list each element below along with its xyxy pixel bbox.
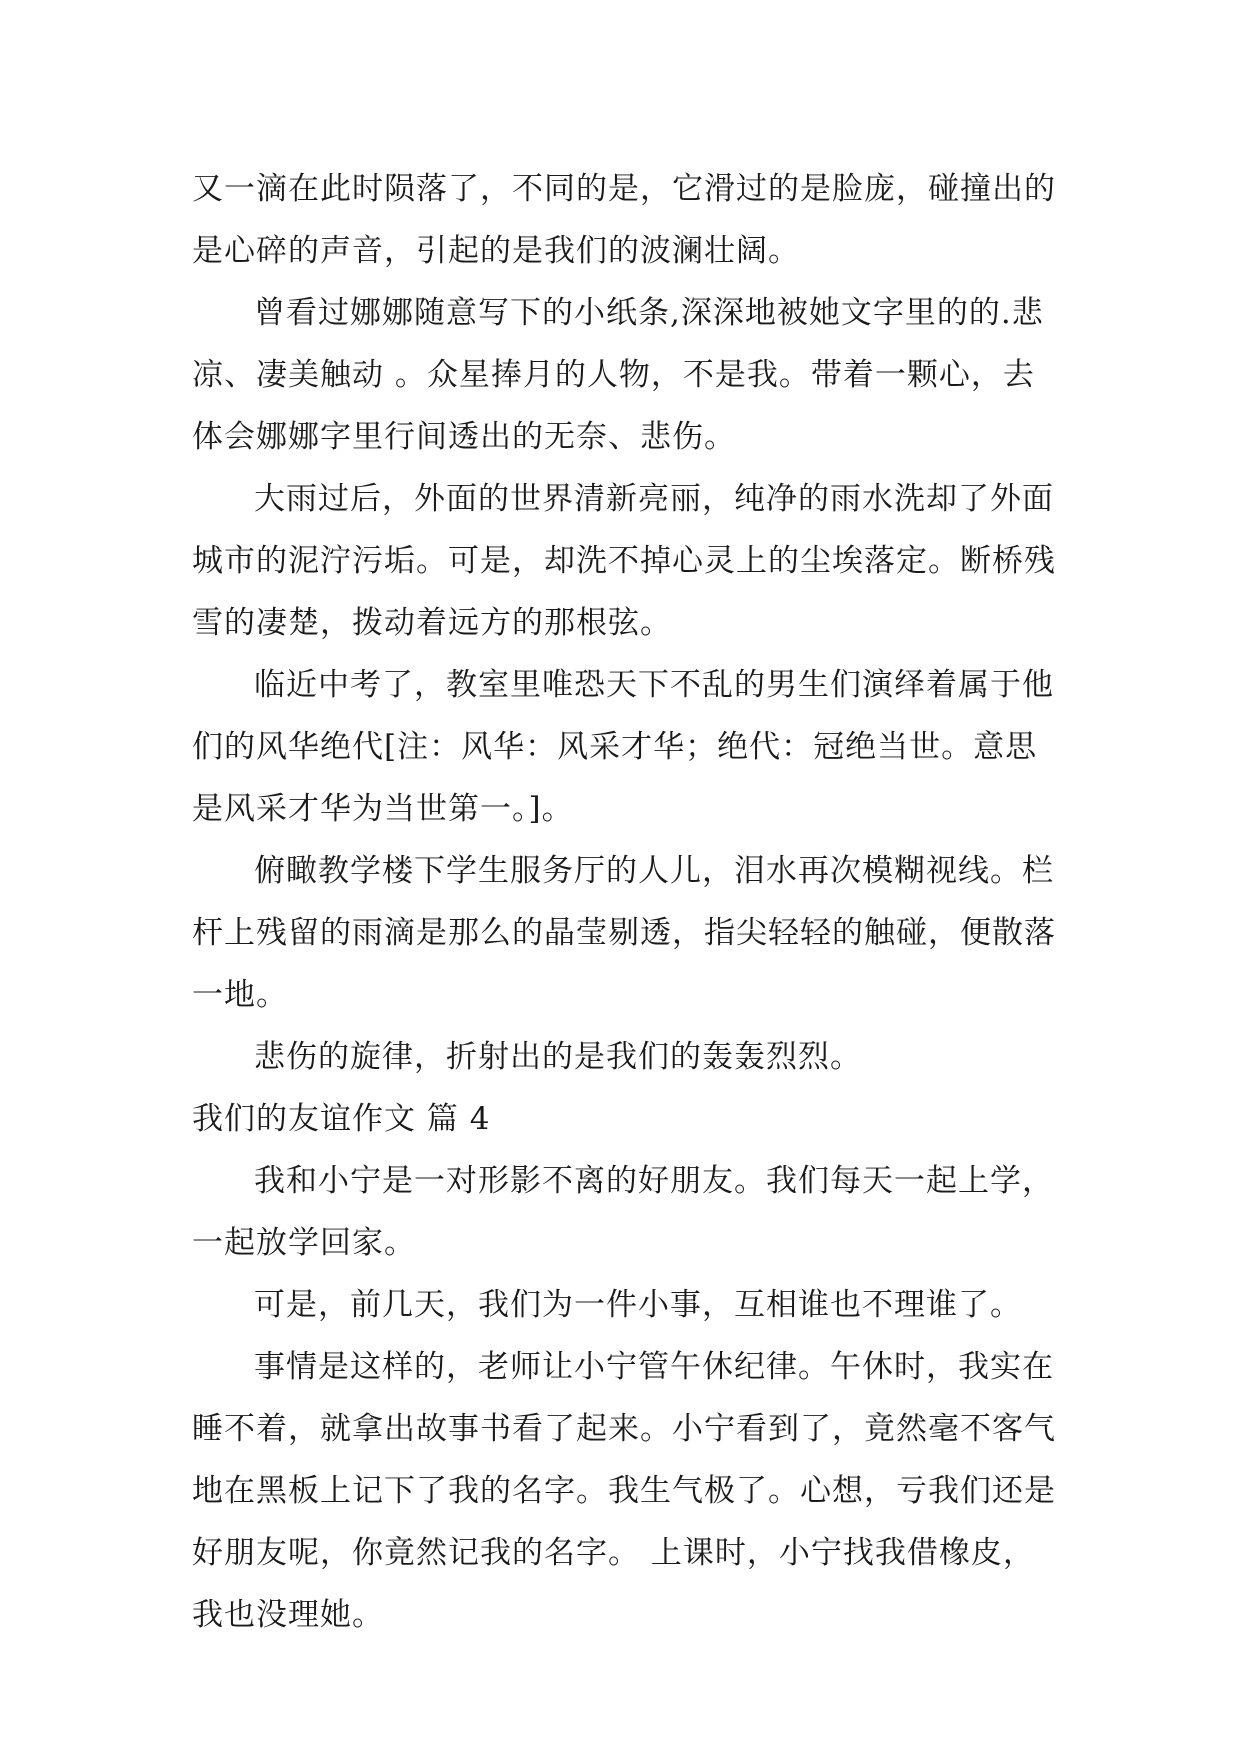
paragraph-3: 大雨过后，外面的世界清新亮丽，纯净的雨水洗却了外面城市的泥泞污垢。可是，却洗不掉心灵上的尘埃落定。断桥残雪的凄楚，拨动着远方的那根弦。 <box>192 481 1056 641</box>
paragraph-7: 我和小宁是一对形影不离的好朋友。我们每天一起上学，一起放学回家。 <box>192 1163 1054 1261</box>
document-body <box>192 158 1062 1646</box>
section-heading: 我们的友谊作文 篇 4 <box>192 1101 491 1137</box>
paragraph-1: 又一滴在此时陨落了，不同的是，它滑过的是脸庞，碰撞出的是心碎的声音，引起的是我们的波澜壮阔。 <box>192 171 1056 269</box>
paragraph-9: 事情是这样的，老师让小宁管午休纪律。午休时，我实在睡不着，就拿出故事书看了起来。小宁看到了，竟然毫不客气地在黑板上记下了我的名字。我生气极了。心想，亏我们还是好朋友呢，你竟然记我的名字。 上课时，小宁找我借橡皮，我也没理她。 <box>192 1349 1056 1633</box>
paragraph-2: 曾看过娜娜随意写下的小纸条,深深地被她文字里的的.悲凉、凄美触动 。众星捧月的人物，不是我。带着一颗心，去体会娜娜字里行间透出的无奈、悲伤。 <box>192 295 1044 455</box>
paragraph-6: 悲伤的旋律，折射出的是我们的轰轰烈烈。 <box>254 1039 862 1075</box>
paragraph-5: 俯瞰教学楼下学生服务厅的人儿，泪水再次模糊视线。栏杆上残留的雨滴是那么的晶莹剔透，指尖轻轻的触碰，便散落一地。 <box>192 853 1056 1013</box>
paragraph-4: 临近中考了，教室里唯恐天下不乱的男生们演绎着属于他们的风华绝代[注：风华：风采才华；绝代：冠绝当世。意思是风采才华为当世第一。]。 <box>192 667 1054 827</box>
paragraph-8: 可是，前几天，我们为一件小事，互相谁也不理谁了。 <box>254 1287 1022 1323</box>
